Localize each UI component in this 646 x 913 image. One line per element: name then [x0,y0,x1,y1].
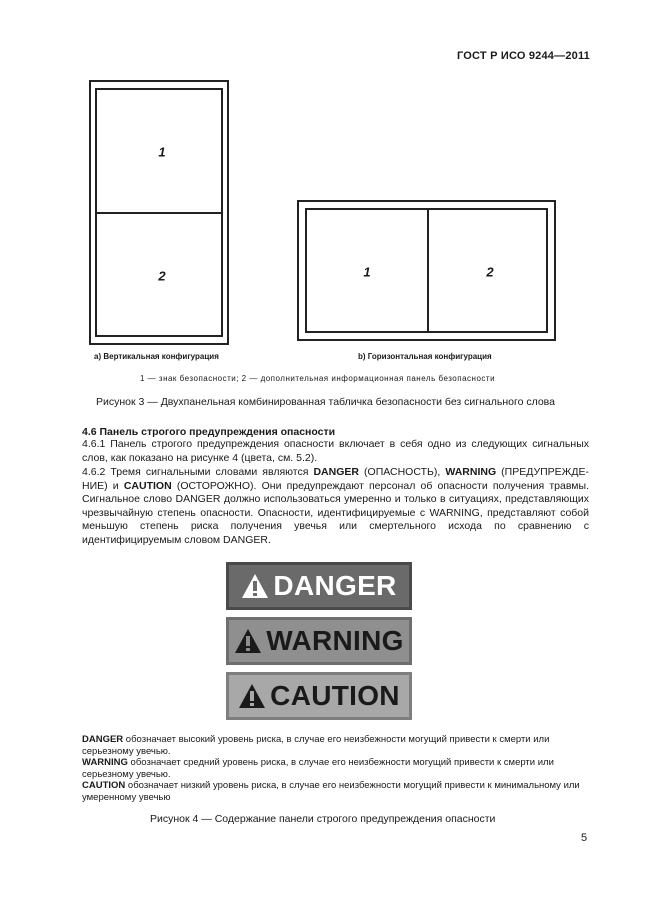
caution-sign [226,672,412,720]
warning-triangle-icon [234,628,262,654]
paragraph-4-6-2 [82,466,589,547]
caution-description-text: обозначает низкий уровень риска, в случае его неизбежности могущий привести к минимальному или умеренному увечью [82,780,580,803]
vertical-divider [97,212,221,214]
danger-description [82,734,590,757]
paragraph-4-6-1-text: 4.6.1 Панель строгого предупреждения опасности включает в себя одно из следующих сигнальных слов, как показано на рисунке 4 (цвета, см. 5.2). [82,438,589,464]
section-heading: 4.6 Панель строгого предупреждения опасности [82,426,336,438]
figure3-legend: 1 — знак безопасности; 2 — дополнительная информационная панель безопасности [140,374,496,383]
horizontal-divider [427,210,429,331]
danger-word: DANGER [273,570,397,601]
p2-intro: 4.6.2 Тремя сигнальными словами являются [82,466,314,478]
vertical-cell-1-label: 1 [158,144,166,160]
danger-sign [226,562,412,610]
p2-rest: (ОСТОРОЖНО). Они предупреждают персонал об опасности получения травмы. Сигнальное слово DANGER должно использоваться умеренно и только в ситуациях, представляющих чрезвычайную степень опасности. Опасности, идентифицируемые с WARNING, представляют собой меньшую степень риска получения увечья или смертельного исхода по сравнению с идентифицируемым словом DANGER. [82,479,589,546]
horizontal-config-outer [297,200,556,341]
warning-sign [226,617,412,665]
standard-code: ГОСТ Р ИСО 9244—2011 [456,50,590,62]
horizontal-config-caption: b) Горизонтальная конфигурация [358,352,492,361]
caution-term: CAUTION [82,780,126,791]
horizontal-cell-1-label: 1 [363,264,371,280]
vertical-config-outer [89,80,229,345]
warning-word: WARNING [266,625,404,656]
vertical-config-inner [95,88,223,337]
warning-triangle-icon [241,573,269,599]
warning-description [82,757,590,780]
figure3-title: Рисунок 3 — Двухпанельная комбинированная табличка безопасности без сигнального слова [96,396,555,408]
p2-warning-ru: (ПРЕДУПРЕЖДЕ-НИЕ) и [82,466,589,492]
warning-triangle-icon [238,683,266,709]
paragraph-4-6-1 [82,438,589,465]
p2-warning: WARNING [445,466,497,478]
figure4-title: Рисунок 4 — Содержание панели строгого предупреждения опасности [150,813,496,825]
horizontal-cell-2-label: 2 [486,264,494,280]
vertical-config-caption: a) Вертикальная конфигурация [94,352,219,361]
danger-term: DANGER [82,734,124,745]
page-number: 5 [581,832,588,844]
p2-caution: CAUTION [123,479,172,492]
warning-description-text: обозначает средний уровень риска, в случае его неизбежности могущий привести к смерти или серьезному увечью. [82,757,554,780]
caution-word: CAUTION [270,680,400,711]
p2-danger: DANGER [313,466,359,478]
warning-term: WARNING [82,757,128,768]
danger-description-text: обозначает высокий уровень риска, в случае его неизбежности могущий привести к смерти или серьезному увечью. [82,734,550,757]
vertical-cell-2-label: 2 [158,268,166,284]
p2-danger-ru: (ОПАСНОСТЬ), [358,466,446,478]
caution-description [82,780,590,803]
horizontal-config-inner [305,208,548,333]
